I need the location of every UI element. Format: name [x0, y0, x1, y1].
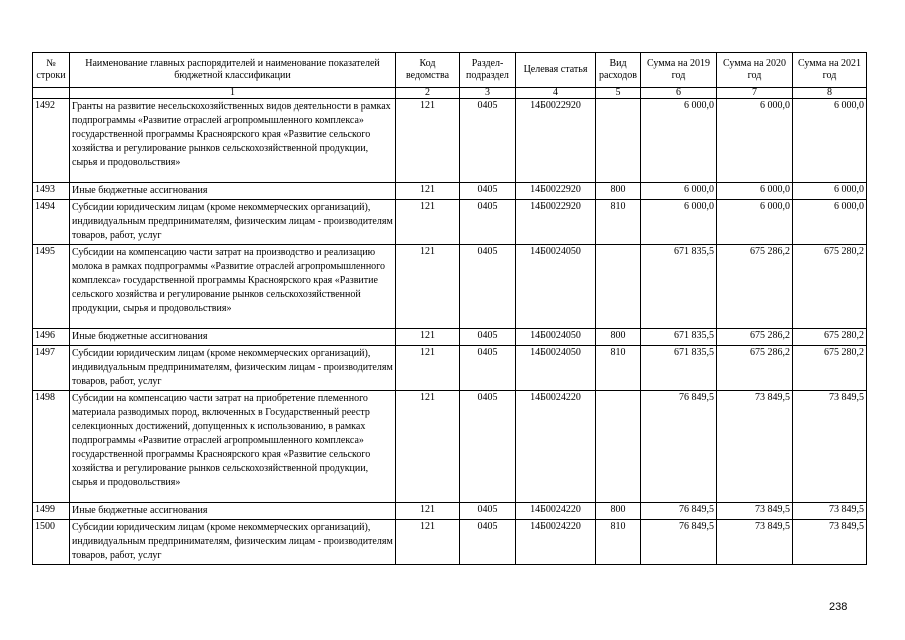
column-number — [33, 88, 70, 99]
row-number: 1493 — [33, 183, 70, 200]
header-target-article: Целевая статья — [516, 53, 596, 88]
column-number: 4 — [516, 88, 596, 99]
row-name: Гранты на развитие несельскохозяйственных видов деятельности в рамках подпрограммы «Развитие отраслей агропромышленного комплекса» государственной программы Красноярского края «Развитие сельского хозяйства и регулирование рынков сельскохозяйственной продукции, сырья и продовольствия» — [70, 99, 396, 183]
expense-type: 810 — [596, 346, 641, 391]
target-article: 14Б0024220 — [516, 520, 596, 565]
target-article: 14Б0024050 — [516, 329, 596, 346]
row-number: 1494 — [33, 200, 70, 245]
table-row — [33, 99, 867, 183]
sum-2021: 6 000,0 — [793, 200, 867, 245]
sum-2020: 73 849,5 — [717, 520, 793, 565]
expense-type: 800 — [596, 183, 641, 200]
expense-type — [596, 245, 641, 329]
sum-2021: 6 000,0 — [793, 99, 867, 183]
header-sum-2020: Сумма на 2020 год — [717, 53, 793, 88]
column-number: 2 — [396, 88, 460, 99]
sum-2021: 6 000,0 — [793, 183, 867, 200]
sum-2020: 73 849,5 — [717, 503, 793, 520]
section-code: 0405 — [460, 183, 516, 200]
department-code: 121 — [396, 391, 460, 503]
row-number: 1499 — [33, 503, 70, 520]
table-row — [33, 329, 867, 346]
page-number: 238 — [829, 601, 848, 613]
sum-2020: 6 000,0 — [717, 200, 793, 245]
sum-2019: 6 000,0 — [641, 200, 717, 245]
target-article: 14Б0024220 — [516, 503, 596, 520]
column-number: 8 — [793, 88, 867, 99]
row-name: Иные бюджетные ассигнования — [70, 183, 396, 200]
row-number: 1500 — [33, 520, 70, 565]
table-row — [33, 520, 867, 565]
sum-2020: 675 286,2 — [717, 329, 793, 346]
sum-2021: 675 280,2 — [793, 245, 867, 329]
sum-2021: 73 849,5 — [793, 391, 867, 503]
table-row — [33, 183, 867, 200]
row-number: 1496 — [33, 329, 70, 346]
row-name: Субсидии юридическим лицам (кроме некоммерческих организаций), индивидуальным предпринимателям, физическим лицам - производителям товаров, работ, услуг — [70, 346, 396, 391]
header-row — [33, 53, 867, 88]
department-code: 121 — [396, 346, 460, 391]
sum-2019: 76 849,5 — [641, 391, 717, 503]
sum-2020: 6 000,0 — [717, 183, 793, 200]
column-number: 7 — [717, 88, 793, 99]
column-number: 5 — [596, 88, 641, 99]
section-code: 0405 — [460, 346, 516, 391]
target-article: 14Б0022920 — [516, 183, 596, 200]
department-code: 121 — [396, 99, 460, 183]
department-code: 121 — [396, 329, 460, 346]
header-sum-2021: Сумма на 2021 год — [793, 53, 867, 88]
department-code: 121 — [396, 520, 460, 565]
row-name: Субсидии на компенсацию части затрат на приобретение племенного материала разводимых пород, включенных в Государственный реестр селекционных достижений, допущенных к использованию, в рамках подпрограммы «Развитие отраслей агропромышленного комплекса» государственной программы Красноярского края «Развитие сельского хозяйства и регулирование рынков сельскохозяйственной продукции, сырья и продовольствия» — [70, 391, 396, 503]
sum-2021: 73 849,5 — [793, 503, 867, 520]
department-code: 121 — [396, 183, 460, 200]
sum-2020: 6 000,0 — [717, 99, 793, 183]
column-number: 1 — [70, 88, 396, 99]
target-article: 14Б0022920 — [516, 200, 596, 245]
section-code: 0405 — [460, 200, 516, 245]
table-row — [33, 391, 867, 503]
sum-2021: 675 280,2 — [793, 346, 867, 391]
expense-type: 810 — [596, 520, 641, 565]
expense-type: 800 — [596, 329, 641, 346]
expense-type — [596, 391, 641, 503]
target-article: 14Б0024050 — [516, 346, 596, 391]
sum-2020: 73 849,5 — [717, 391, 793, 503]
row-name: Субсидии юридическим лицам (кроме некоммерческих организаций), индивидуальным предпринимателям, физическим лицам - производителям товаров, работ, услуг — [70, 200, 396, 245]
target-article: 14Б0024220 — [516, 391, 596, 503]
row-number: 1497 — [33, 346, 70, 391]
row-name: Иные бюджетные ассигнования — [70, 329, 396, 346]
header-department-code: Код ведомства — [396, 53, 460, 88]
sum-2019: 671 835,5 — [641, 329, 717, 346]
department-code: 121 — [396, 503, 460, 520]
row-name: Субсидии на компенсацию части затрат на производство и реализацию молока в рамках подпрограммы «Развитие отраслей агропромышленного комплекса» государственной программы Красноярского края «Развитие сельского хозяйства и регулирование рынков сельскохозяйственной продукции, сырья и продовольствия» — [70, 245, 396, 329]
section-code: 0405 — [460, 245, 516, 329]
table-row — [33, 200, 867, 245]
header-section: Раздел-подраздел — [460, 53, 516, 88]
budget-table — [32, 52, 867, 565]
column-number: 6 — [641, 88, 717, 99]
expense-type: 800 — [596, 503, 641, 520]
sum-2021: 73 849,5 — [793, 520, 867, 565]
row-number: 1495 — [33, 245, 70, 329]
sum-2019: 76 849,5 — [641, 520, 717, 565]
header-expense-type: Вид расходов — [596, 53, 641, 88]
row-number: 1498 — [33, 391, 70, 503]
table-row — [33, 503, 867, 520]
column-number: 3 — [460, 88, 516, 99]
sum-2019: 671 835,5 — [641, 346, 717, 391]
section-code: 0405 — [460, 329, 516, 346]
row-name: Субсидии юридическим лицам (кроме некоммерческих организаций), индивидуальным предпринимателям, физическим лицам - производителям товаров, работ, услуг — [70, 520, 396, 565]
expense-type: 810 — [596, 200, 641, 245]
header-row-number: № строки — [33, 53, 70, 88]
table-row — [33, 245, 867, 329]
sum-2021: 675 280,2 — [793, 329, 867, 346]
target-article: 14Б0024050 — [516, 245, 596, 329]
section-code: 0405 — [460, 520, 516, 565]
section-code: 0405 — [460, 99, 516, 183]
sum-2019: 671 835,5 — [641, 245, 717, 329]
sum-2019: 6 000,0 — [641, 183, 717, 200]
section-code: 0405 — [460, 503, 516, 520]
header-name: Наименование главных распорядителей и наименование показателей бюджетной классификации — [70, 53, 396, 88]
sum-2020: 675 286,2 — [717, 245, 793, 329]
department-code: 121 — [396, 200, 460, 245]
header-sum-2019: Сумма на 2019 год — [641, 53, 717, 88]
sum-2020: 675 286,2 — [717, 346, 793, 391]
sum-2019: 6 000,0 — [641, 99, 717, 183]
expense-type — [596, 99, 641, 183]
section-code: 0405 — [460, 391, 516, 503]
table-row — [33, 346, 867, 391]
row-number: 1492 — [33, 99, 70, 183]
target-article: 14Б0022920 — [516, 99, 596, 183]
row-name: Иные бюджетные ассигнования — [70, 503, 396, 520]
department-code: 121 — [396, 245, 460, 329]
sum-2019: 76 849,5 — [641, 503, 717, 520]
column-number-row — [33, 88, 867, 99]
